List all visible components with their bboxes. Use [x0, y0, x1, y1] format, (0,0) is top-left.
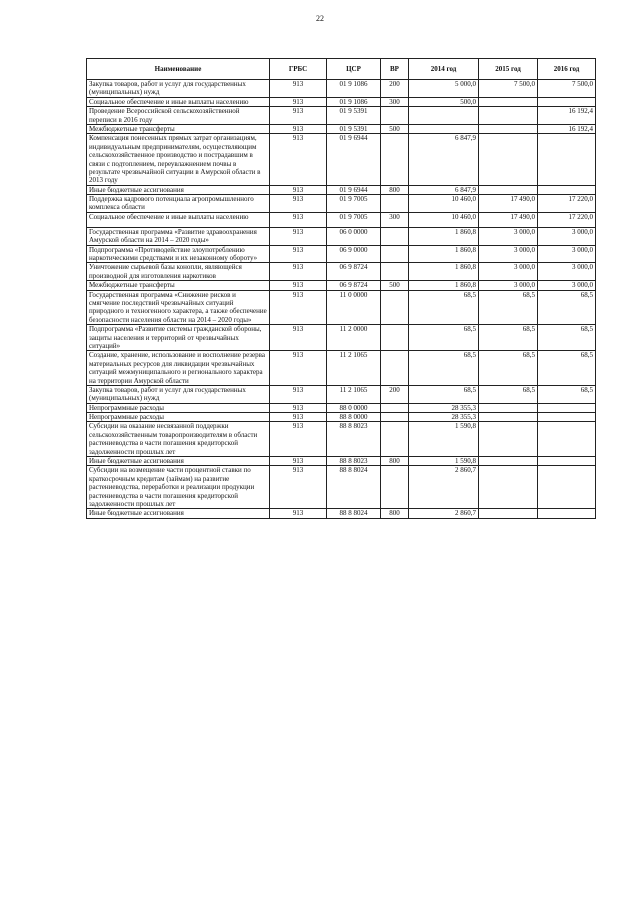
cell-2015: 3 000,0	[479, 227, 538, 245]
cell-2015: 68,5	[479, 385, 538, 403]
cell-name: Государственная программа «Снижение рисков и смягчение последствий чрезвычайных ситуаций природного и техногенного характера, а также обеспечение безопасности населения области на 2014 – 2020 годы»	[87, 290, 270, 325]
cell-2014: 1 860,8	[409, 263, 479, 281]
table-row	[87, 281, 596, 290]
cell-csr: 11 2 1065	[327, 351, 381, 386]
cell-2016	[538, 403, 596, 412]
cell-grbs: 913	[270, 422, 327, 457]
cell-grbs: 913	[270, 281, 327, 290]
cell-2016	[538, 413, 596, 422]
cell-2015	[479, 413, 538, 422]
cell-vr: 300	[381, 212, 409, 227]
cell-2015	[479, 509, 538, 518]
header-name: Наименование	[87, 59, 270, 80]
cell-vr: 200	[381, 385, 409, 403]
cell-vr: 800	[381, 457, 409, 466]
cell-csr: 06 9 8724	[327, 263, 381, 281]
table-row	[87, 107, 596, 125]
cell-2016: 68,5	[538, 325, 596, 351]
header-vr: ВР	[381, 59, 409, 80]
cell-2014: 1 860,8	[409, 227, 479, 245]
cell-name: Компенсация понесенных прямых затрат организациям, индивидуальным предпринимателям, осуществляющим сельскохозяйственное производство и пострадавшим в связи с подтоплением, переувлажнением почвы в результате чрезвычайной ситуации в Амурской области в 2013 году	[87, 134, 270, 185]
header-2014: 2014 год	[409, 59, 479, 80]
cell-2014: 1 860,8	[409, 245, 479, 263]
cell-csr: 06 9 8724	[327, 281, 381, 290]
cell-2016	[538, 134, 596, 185]
cell-2014: 68,5	[409, 351, 479, 386]
cell-csr: 01 9 5391	[327, 124, 381, 133]
cell-vr	[381, 245, 409, 263]
cell-2014: 2 860,7	[409, 509, 479, 518]
table-row	[87, 195, 596, 213]
table-row	[87, 290, 596, 325]
cell-2016: 3 000,0	[538, 245, 596, 263]
cell-2016	[538, 185, 596, 194]
cell-2014: 500,0	[409, 97, 479, 106]
cell-2016	[538, 97, 596, 106]
cell-csr: 88 8 8024	[327, 509, 381, 518]
cell-vr: 300	[381, 97, 409, 106]
cell-vr: 800	[381, 509, 409, 518]
cell-2015	[479, 457, 538, 466]
cell-2014: 6 847,9	[409, 185, 479, 194]
cell-grbs: 913	[270, 325, 327, 351]
cell-2014: 10 460,0	[409, 195, 479, 213]
table-row	[87, 509, 596, 518]
cell-name: Подпрограмма «Противодействие злоупотреблению наркотическими средствами и их незаконному обороту»	[87, 245, 270, 263]
cell-grbs: 913	[270, 107, 327, 125]
cell-2014	[409, 124, 479, 133]
cell-csr: 88 0 0000	[327, 403, 381, 412]
cell-name: Социальное обеспечение и иные выплаты населению	[87, 212, 270, 227]
cell-grbs: 913	[270, 124, 327, 133]
cell-vr	[381, 227, 409, 245]
cell-name: Проведение Всероссийской сельскохозяйственной переписи в 2016 году	[87, 107, 270, 125]
cell-2016	[538, 457, 596, 466]
cell-grbs: 913	[270, 351, 327, 386]
cell-2015	[479, 466, 538, 509]
cell-name: Межбюджетные трансферты	[87, 281, 270, 290]
cell-2014: 68,5	[409, 325, 479, 351]
table-row	[87, 413, 596, 422]
cell-csr: 01 9 6944	[327, 134, 381, 185]
header-2016: 2016 год	[538, 59, 596, 80]
cell-csr: 01 9 1086	[327, 80, 381, 98]
cell-grbs: 913	[270, 413, 327, 422]
cell-2014: 10 460,0	[409, 212, 479, 227]
cell-2015: 17 490,0	[479, 212, 538, 227]
table-row	[87, 134, 596, 185]
cell-2014: 2 860,7	[409, 466, 479, 509]
cell-csr: 01 9 6944	[327, 185, 381, 194]
table-row	[87, 351, 596, 386]
cell-vr	[381, 195, 409, 213]
cell-name: Иные бюджетные ассигнования	[87, 457, 270, 466]
cell-name: Иные бюджетные ассигнования	[87, 185, 270, 194]
table-row	[87, 227, 596, 245]
cell-grbs: 913	[270, 403, 327, 412]
cell-csr: 01 9 1086	[327, 97, 381, 106]
cell-vr	[381, 422, 409, 457]
cell-2016: 3 000,0	[538, 263, 596, 281]
cell-2015: 3 000,0	[479, 281, 538, 290]
cell-name: Межбюджетные трансферты	[87, 124, 270, 133]
cell-grbs: 913	[270, 80, 327, 98]
cell-name: Подпрограмма «Развитие системы гражданской обороны, защиты населения и территорий от чрезвычайных ситуаций»	[87, 325, 270, 351]
cell-2015: 3 000,0	[479, 245, 538, 263]
cell-name: Иные бюджетные ассигнования	[87, 509, 270, 518]
cell-2015: 17 490,0	[479, 195, 538, 213]
header-csr: ЦСР	[327, 59, 381, 80]
cell-2015	[479, 185, 538, 194]
cell-2014: 28 355,3	[409, 403, 479, 412]
cell-name: Закупка товаров, работ и услуг для государственных (муниципальных) нужд	[87, 385, 270, 403]
cell-csr: 88 8 8024	[327, 466, 381, 509]
cell-name: Государственная программа «Развитие здравоохранения Амурской области на 2014 – 2020 годы»	[87, 227, 270, 245]
cell-vr	[381, 107, 409, 125]
cell-2014: 68,5	[409, 290, 479, 325]
table-row	[87, 80, 596, 98]
cell-grbs: 913	[270, 134, 327, 185]
cell-2015	[479, 97, 538, 106]
cell-2015	[479, 134, 538, 185]
cell-2015: 68,5	[479, 290, 538, 325]
cell-name: Поддержка кадрового потенциала агропромышленного комплекса области	[87, 195, 270, 213]
cell-grbs: 913	[270, 466, 327, 509]
header-row	[87, 59, 596, 80]
cell-2016: 3 000,0	[538, 281, 596, 290]
cell-2016: 7 500,0	[538, 80, 596, 98]
cell-2016	[538, 422, 596, 457]
cell-csr: 11 0 0000	[327, 290, 381, 325]
cell-grbs: 913	[270, 195, 327, 213]
cell-2016: 16 192,4	[538, 124, 596, 133]
cell-csr: 01 9 7005	[327, 212, 381, 227]
cell-2014: 1 860,8	[409, 281, 479, 290]
cell-csr: 88 8 8023	[327, 457, 381, 466]
cell-vr: 500	[381, 124, 409, 133]
cell-2016	[538, 509, 596, 518]
cell-2015: 68,5	[479, 351, 538, 386]
cell-2016	[538, 466, 596, 509]
cell-2014: 1 590,8	[409, 457, 479, 466]
cell-name: Создание, хранение, использование и восполнение резерва материальных ресурсов для ликвидации чрезвычайных ситуаций межмуниципального и регионального характера на территории Амурской области	[87, 351, 270, 386]
cell-csr: 88 8 0000	[327, 413, 381, 422]
cell-grbs: 913	[270, 457, 327, 466]
table-row	[87, 385, 596, 403]
table-row	[87, 403, 596, 412]
cell-grbs: 913	[270, 245, 327, 263]
cell-name: Непрограммные расходы	[87, 413, 270, 422]
cell-vr	[381, 413, 409, 422]
cell-2015	[479, 124, 538, 133]
table-row	[87, 422, 596, 457]
cell-name: Уничтожение сырьевой базы конопли, являющейся производной для изготовления наркотиков	[87, 263, 270, 281]
cell-name: Социальное обеспечение и иные выплаты населению	[87, 97, 270, 106]
cell-2014: 1 590,8	[409, 422, 479, 457]
cell-grbs: 913	[270, 185, 327, 194]
cell-2016: 3 000,0	[538, 227, 596, 245]
table-row	[87, 212, 596, 227]
cell-name: Закупка товаров, работ и услуг для государственных (муниципальных) нужд	[87, 80, 270, 98]
cell-2015	[479, 403, 538, 412]
cell-csr: 01 9 7005	[327, 195, 381, 213]
table-row	[87, 325, 596, 351]
table-row	[87, 124, 596, 133]
cell-csr: 01 9 5391	[327, 107, 381, 125]
table-row	[87, 263, 596, 281]
budget-table	[86, 58, 596, 519]
cell-2015: 7 500,0	[479, 80, 538, 98]
header-grbs: ГРБС	[270, 59, 327, 80]
cell-2016: 16 192,4	[538, 107, 596, 125]
cell-csr: 06 0 0000	[327, 227, 381, 245]
cell-2015	[479, 107, 538, 125]
cell-2014: 68,5	[409, 385, 479, 403]
cell-2016: 68,5	[538, 351, 596, 386]
cell-grbs: 913	[270, 227, 327, 245]
cell-vr	[381, 403, 409, 412]
cell-vr	[381, 290, 409, 325]
table-row	[87, 457, 596, 466]
cell-name: Субсидии на возмещение части процентной ставки по краткосрочным кредитам (займам) на развитие растениеводства, переработки и реализации продукции растениеводства в части погашения кредиторской задолженности прошлых лет	[87, 466, 270, 509]
cell-vr	[381, 466, 409, 509]
cell-2015: 3 000,0	[479, 263, 538, 281]
cell-grbs: 913	[270, 263, 327, 281]
cell-grbs: 913	[270, 290, 327, 325]
cell-vr	[381, 263, 409, 281]
cell-name: Субсидии на оказание несвязанной поддержки сельскохозяйственным товаропроизводителям в области растениеводства в части погашения кредиторской задолженности прошлых лет	[87, 422, 270, 457]
cell-grbs: 913	[270, 385, 327, 403]
cell-2014: 28 355,3	[409, 413, 479, 422]
cell-vr	[381, 325, 409, 351]
cell-2015: 68,5	[479, 325, 538, 351]
table-row	[87, 245, 596, 263]
page-number: 22	[316, 14, 324, 23]
cell-vr	[381, 351, 409, 386]
cell-2014: 5 000,0	[409, 80, 479, 98]
header-2015: 2015 год	[479, 59, 538, 80]
cell-vr: 800	[381, 185, 409, 194]
cell-2016: 17 220,0	[538, 212, 596, 227]
cell-2016: 17 220,0	[538, 195, 596, 213]
cell-2014: 6 847,9	[409, 134, 479, 185]
cell-csr: 11 2 0000	[327, 325, 381, 351]
cell-2016: 68,5	[538, 290, 596, 325]
table-row	[87, 97, 596, 106]
cell-name: Непрограммные расходы	[87, 403, 270, 412]
cell-vr: 200	[381, 80, 409, 98]
cell-vr	[381, 134, 409, 185]
cell-2016: 68,5	[538, 385, 596, 403]
cell-2014	[409, 107, 479, 125]
cell-grbs: 913	[270, 509, 327, 518]
cell-csr: 06 9 0000	[327, 245, 381, 263]
cell-csr: 88 8 8023	[327, 422, 381, 457]
cell-grbs: 913	[270, 212, 327, 227]
table-row	[87, 185, 596, 194]
cell-grbs: 913	[270, 97, 327, 106]
cell-2015	[479, 422, 538, 457]
table-row	[87, 466, 596, 509]
cell-vr: 500	[381, 281, 409, 290]
cell-csr: 11 2 1065	[327, 385, 381, 403]
